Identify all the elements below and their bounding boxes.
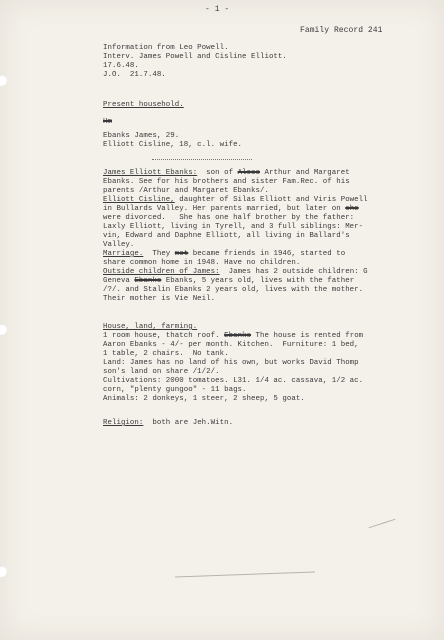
header-line: Information from Leo Powell. <box>103 44 229 52</box>
struck-word: met <box>174 250 189 258</box>
james-line: James Elliott Ebanks: son of Aless Arthur and Margaret <box>103 169 350 177</box>
cisline-line: were divorced. She has one half brother by the father: <box>103 214 355 222</box>
punch-hole <box>0 323 7 335</box>
cisline-line: in Bullards Valley. Her parents married, but later on she <box>103 205 359 213</box>
punch-hole <box>0 74 7 86</box>
cisline-name: Elliott Cisline, <box>103 196 175 204</box>
house-line: Cultivations: 2000 tomatoes. L31. 1/4 ac. cassava, 1/2 ac. <box>103 377 364 385</box>
struck-word: Ebanks <box>134 277 162 285</box>
pencil-mark <box>175 572 315 578</box>
household-member: Ebanks James, 29. <box>103 132 180 140</box>
house-line: corn, "plenty gungoo" - 11 bags. <box>103 386 247 394</box>
house-line: Aaron Ebanks - 4/- per month. Kitchen. Furniture: 1 bed, <box>103 341 359 349</box>
header-line: J.O. 21.7.48. <box>103 71 166 79</box>
struck-mark: Hm <box>103 118 112 126</box>
cisline-line: vin, Edward and Daphne Elliott, all living in Ballard's <box>103 232 350 240</box>
dotted-divider <box>152 159 252 160</box>
outside-children-label: Outside children of James: <box>103 268 220 276</box>
outside-children-line: Outside children of James: James has 2 outside children: G <box>103 268 368 276</box>
section-heading-house: House, land, farming. <box>103 323 198 331</box>
punch-hole <box>0 565 7 577</box>
cisline-line: Valley. <box>103 241 135 249</box>
house-line: Land: James has no land of his own, but works David Thomp <box>103 359 359 367</box>
james-name: James Elliott Ebanks: <box>103 169 198 177</box>
house-line: Animals: 2 donkeys, 1 steer, 2 sheep, 5 goat. <box>103 395 305 403</box>
outside-children-line: Their mother is Vie Neil. <box>103 295 216 303</box>
house-line: son's land on share /1/2/. <box>103 368 220 376</box>
outside-children-line: /?/. and Stalin Ebanks 2 years old, lives with the mother. <box>103 286 364 294</box>
struck-word: Ebanks <box>224 332 252 340</box>
cisline-line: Elliott Cisline, daughter of Silas Elliott and Viris Powell <box>103 196 368 204</box>
house-line: 1 table, 2 chairs. No tank. <box>103 350 229 358</box>
religion-line: Religion: both are Jeh.Witn. <box>103 419 234 427</box>
header-line: 17.6.48. <box>103 62 139 70</box>
struck-word: she <box>345 205 359 213</box>
james-line: Ebanks. See for his brothers and sister Fam.Rec. of his <box>103 178 350 186</box>
cisline-line: Laxly Elliott, living in Tyrell, and 3 full siblings: Mer- <box>103 223 364 231</box>
pencil-mark <box>369 519 396 529</box>
religion-label: Religion: <box>103 419 144 427</box>
house-line: 1 room house, thatch roof. Ebanks The house is rented from <box>103 332 364 340</box>
marriage-label: Marriage. <box>103 250 144 258</box>
marriage-line: Marriage. They met became friends in 1946, started to <box>103 250 346 258</box>
struck-word: Aless <box>237 169 260 177</box>
marriage-line: share common home in 1948. Have no children. <box>103 259 301 267</box>
record-title: Family Record 241 <box>300 26 383 35</box>
section-heading-household: Present household. <box>103 101 184 109</box>
outside-children-line: Geneva Ebanks Ebanks, 5 years old, lives with the father <box>103 277 355 285</box>
household-member: Elliott Cisline, 18, c.l. wife. <box>103 141 243 149</box>
header-line: Interv. James Powell and Cisline Elliott. <box>103 53 287 61</box>
page-number: - 1 - <box>205 5 230 14</box>
james-line: parents /Arthur and Margaret Ebanks/. <box>103 187 269 195</box>
